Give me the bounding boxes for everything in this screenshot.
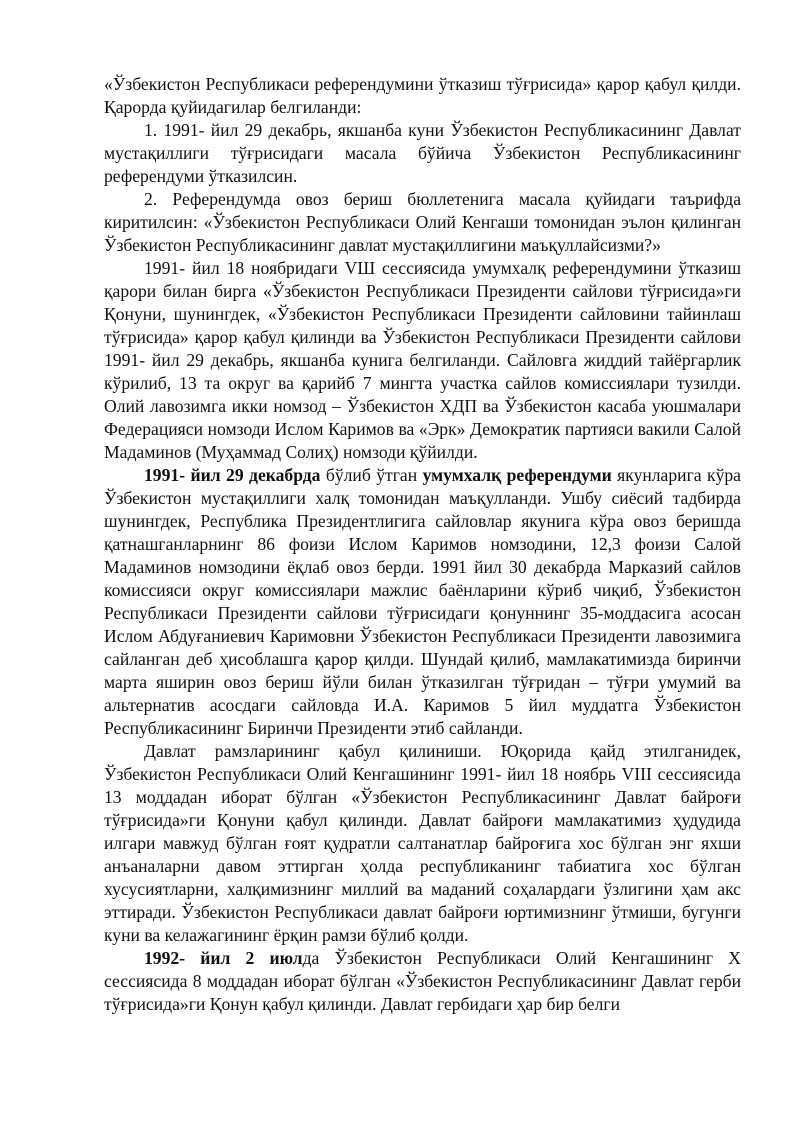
bold-date: 1991- йил 29 декабрда xyxy=(144,465,321,485)
paragraph-text: Давлат рамзларининг қабул қилиниши. Юқорида қайд этилганидек, Ўзбекистон Республикаси Олий Кенгашининг 1991- йил 18 ноябрь VIII сессиясида 13 моддадан иборат бўлган «Ўзбекистон Республикасининг Давлат байроғи тўғрисида»ги Қонуни қабул қилинди. Давлат байроғи мамлакатимиз ҳудудида илгари мавжуд бўлган ғоят қудратли салтанатлар байроғига хос бўлган энг яхши анъаналарни давом эттирган ҳолда республиканинг табиатига хос бўлган хусусиятларни, халқимизнинг миллий ва маданий соҳалардаги ўзлигини ҳам акс эттиради. Ўзбекистон Республикаси давлат байроғи юртимизнинг ўтмиши, бугунги куни ва келажагининг ёрқин рамзи бўлиб қолди. xyxy=(104,741,741,945)
paragraph-text: якунларига кўра Ўзбекистон мустақиллиги халқ томонидан маъқулланди. Ушбу сиёсий тадбирда шунингдек, Республика Президентлигига сайловлар якунига кўра овоз беришда қатнашганларнинг 86 фоизи Ислом Каримов номзодини, 12,3 фоизи Салой Мадаминов номзодини ёқлаб овоз берди. 1991 йил 30 декабрда Марказий сайлов комиссияси округ комиссиялари мажлис баёнларини кўриб чиқиб, Ўзбекистон Республикаси Президенти сайлови тўғрисидаги қонуннинг 35-моддасига асосан Ислом Абдуғаниевич Каримовни Ўзбекистон Республикаси Президенти лавозимига сайланган деб ҳисоблашга қарор қилди. Шундай қилиб, мамлакатимизда биринчи марта яширин овоз бериш йўли билан ўтказилган тўғридан – тўғри умумий ва альтернатив асосдаги сайловда И.А. Каримов 5 йил муддатга Ўзбекистон Республикасининг Биринчи Президенти этиб сайланди. xyxy=(104,465,741,738)
bold-date: 1992- йил 2 июл xyxy=(144,948,303,968)
paragraph-item-2 xyxy=(104,188,741,257)
paragraph-text: 1. 1991- йил 29 декабрь, якшанба куни Ўзбекистон Республикасининг Давлат мустақиллиги тўғрисидаги масала бўйича Ўзбекистон Республикасининг референдуми ўтказилсин. xyxy=(104,120,741,186)
paragraph-text: 2. Референдумда овоз бериш бюллетенига масала қуйидаги таърифда киритилсин: «Ўзбекистон Республикаси Олий Кенгаши томонидан эълон қилинган Ўзбекистон Республикасининг давлат мустақиллигини маъқуллайсизми?» xyxy=(104,189,741,255)
paragraph-text: бўлиб ўтган xyxy=(320,465,423,485)
paragraph-state-emblem xyxy=(104,947,741,1016)
paragraph-presidential-election xyxy=(104,257,741,464)
paragraph-state-flag xyxy=(104,740,741,947)
paragraph-referendum-decision xyxy=(104,73,741,119)
document-page xyxy=(104,73,741,1016)
paragraph-referendum-results xyxy=(104,464,741,740)
bold-term: умумхалқ референдуми xyxy=(422,465,612,485)
paragraph-text: «Ўзбекистон Республикаси референдумини ўтказиш тўғрисида» қарор қабул қилди. Қарорда қуйидагилар белгиланди: xyxy=(104,74,741,117)
paragraph-text: да Ўзбекистон Республикаси Олий Кенгашининг X сессиясида 8 моддадан иборат бўлган «Ўзбекистон Республикасининг Давлат герби тўғрисида»ги Қонун қабул қилинди. Давлат гербидаги ҳар бир белги xyxy=(104,948,741,1014)
paragraph-text: 1991- йил 18 ноябридаги VШ сессиясида умумхалқ референдумини ўтказиш қарори билан бирга «Ўзбекистон Республикаси Президенти сайлови тўғрисида»ги Қонуни, шунингдек, «Ўзбекистон Республикаси Президенти сайловини тайинлаш тўғрисида» қарор қабул қилинди ва Ўзбекистон Республикаси Президенти сайлови 1991- йил 29 декабрь, якшанба кунига белгиланди. Сайловга жиддий тайёргарлик кўрилиб, 13 та округ ва қарийб 7 мингта участка сайлов комиссиялари тузилди. Олий лавозимга икки номзод – Ўзбекистон ХДП ва Ўзбекистон касаба уюшмалари Федерацияси номзоди Ислом Каримов ва «Эрк» Демократик партияси вакили Салой Мадаминов (Муҳаммад Солиҳ) номзоди қўйилди. xyxy=(104,258,741,462)
paragraph-item-1 xyxy=(104,119,741,188)
